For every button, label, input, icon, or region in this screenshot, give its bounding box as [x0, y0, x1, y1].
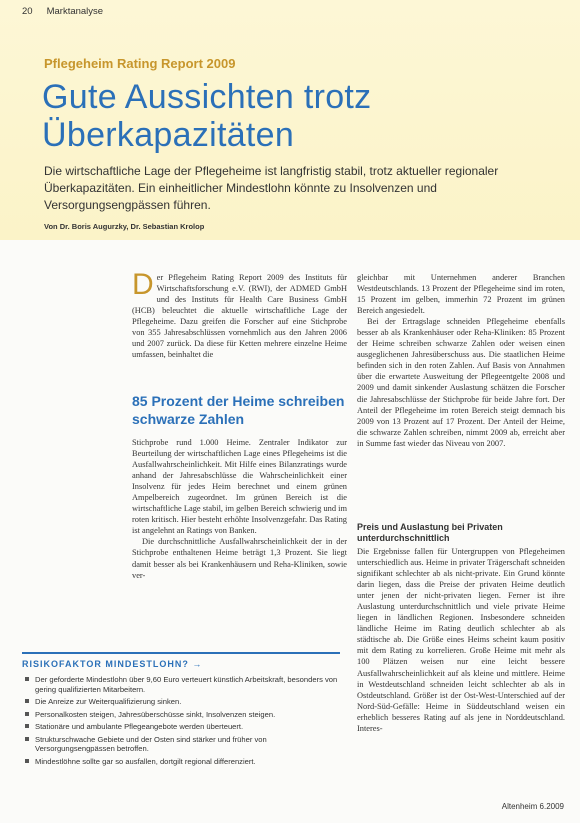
- column-a-intro: [132, 272, 347, 382]
- byline: Von Dr. Boris Augurzky, Dr. Sebastian Krolop: [44, 222, 205, 231]
- bullet-icon: [25, 712, 29, 716]
- bullet-icon: [25, 759, 29, 763]
- list-item: [22, 710, 340, 720]
- subheading-secondary: Preis und Auslastung bei Privaten unterdurchschnittlich: [357, 522, 503, 543]
- list-item-text: Strukturschwache Gebiete und der Osten sind stärker und früher von Versorgungsengpässen betroffen.: [35, 734, 267, 754]
- header-band: [0, 0, 580, 240]
- info-box-heading: RISIKOFAKTOR MINDESTLOHN? →: [22, 652, 340, 669]
- info-box: [22, 652, 340, 790]
- bullet-icon: [25, 724, 29, 728]
- list-item-text: Der geforderte Mindestlohn über 9,60 Euro verteuert künstlich Arbeitskraft, besonders von gering qualifizierten Mitarbeitern.: [35, 675, 338, 694]
- subheading-main: 85 Prozent der Heime schreiben schwarze Zahlen: [132, 393, 345, 427]
- list-item: [22, 735, 340, 755]
- column-a-body: [132, 437, 347, 645]
- kicker: Pflegeheim Rating Report 2009: [44, 56, 236, 71]
- bullet-icon: [25, 677, 29, 681]
- paragraph: Bei der Ertragslage schneiden Pflegeheime ebenfalls besser ab als Krankenhäuser oder Reha-Kliniken: 85 Prozent der Heime schreiben schwarze Zahlen oder weisen einen ausgeglichenen Jahresüberschuss aus. Die staatlichen Heime befinden sich in den roten Zahlen. Auf Basis von Annahmen über die erwartete Ausweitung der Pflegeentgelte 2008 und 2009 und damit sinkender Auslastung schätzen die Forscher die Jahresabschlüsse der Stichprobe für beide Jahre fort. Der Anteil der Pflegeheime im roten Bereich steigt demnach bis 2009 von 13 Prozent auf 17 Prozent. Der Anteil der Heime, die schwarze Zahlen schreiben, nimmt 2009 ab, erreicht aber in Summe fast wieder das Niveau von 2007.: [357, 317, 565, 448]
- list-item: [22, 722, 340, 732]
- intro-text: er Pflegeheim Rating Report 2009 des Instituts für Wirtschaftsforschung e.V. (RWI), der ADMED GmbH und des Instituts für Health Care Business GmbH (HCB) beleuchtet die aktuelle wirtschaftliche Lage der Pflegeheime. Dazu greifen die Forscher auf eine Stichprobe von 355 Jahresabschlüssen vornehmlich aus den Jahren 2006 und 2007 zurück. Da diese für Ketten mehrere einzelne Heime umfassen, beinhaltet die: [132, 273, 347, 360]
- bullet-icon: [25, 699, 29, 703]
- list-item: [22, 757, 340, 767]
- list-item-text: Mindestlöhne sollte gar so ausfallen, dortgilt regional differenziert.: [35, 756, 256, 766]
- article-lead: Die wirtschaftliche Lage der Pflegeheime ist langfristig stabil, trotz aktueller regionaler Überkapazitäten. Ein einheitlicher Mindestlohn könnte zu Insolvenzen und Versorgungsengpässen führen.: [44, 164, 499, 212]
- footer-issue: Altenheim 6.2009: [501, 802, 564, 811]
- column-b-bottom: [357, 546, 565, 784]
- paragraph: gleichbar mit Unternehmen anderer Branchen Westdeutschlands. 13 Prozent der Pflegeheime sind im roten, 15 Prozent im gelben, immerhin 72 Prozent im grünen Bereich angesiedelt.: [357, 273, 565, 316]
- bullet-icon: [25, 737, 29, 741]
- article-title: Gute Aussichten trotz Überkapazitäten: [42, 78, 372, 154]
- list-item-text: Die Anreize zur Weiterqualifizierung sinken.: [35, 697, 182, 707]
- folio: [22, 6, 103, 17]
- list-item: [22, 697, 340, 707]
- paragraph: Stichprobe rund 1.000 Heime. Zentraler Indikator zur Beurteilung der wirtschaftlichen Lage eines Pflegeheims ist die Ausfallwahrscheinlichkeit. Mit Hilfe eines Bilanzratings wurde anhand der Jahresabschlüsse die Wahrscheinlichkeit einer Insolvenz für jedes Heim berechnet und einem grünen Ampelbereich zugeordnet. Im grünen Bereich ist die wirtschaftliche Lage stabil, im gelben Bereich schwierig und im roten kritisch. Hier besteht erhöhte Insolvenzgefahr. Das Rating ist angelehnt an Ratings von Banken.: [132, 438, 347, 536]
- info-box-list: [22, 675, 340, 767]
- list-item: [22, 675, 340, 695]
- drop-cap: D: [132, 272, 154, 301]
- column-b-top: [357, 272, 565, 517]
- page-number: 20: [22, 6, 33, 17]
- section-label: Marktanalyse: [46, 6, 104, 17]
- paragraph: Die durchschnittliche Ausfallwahrscheinlichkeit der in der Stichprobe enthaltenen Heime beträgt 1,3 Prozent. Sie liegt damit besser als bei Krankenhäusern und Reha-Kliniken, sowie ver-: [132, 537, 347, 580]
- list-item-text: Personalkosten steigen, Jahresüberschüsse sinkt, Insolvenzen steigen.: [35, 709, 276, 719]
- list-item-text: Stationäre und ambulante Pflegeangebote werden überteuert.: [35, 722, 244, 732]
- paragraph: Die Ergebnisse fallen für Untergruppen von Pflegeheimen unterschiedlich aus. Heime in privater Trägerschaft schneiden signifikant schlechter ab als nicht-private. Ein Grund könnte darin liegen, dass die Preise der privaten Heime deutlich unter jenen der nicht-privaten liegen. Ferner ist ihre Auslastung unterdurchschnittlich und viele private Heime liegen in ländlichen Regionen. Insbesondere schneiden ländliche Heime im Rating deutlich schlechter ab als städtische ab. Die Größe eines Heims scheint kaum positiv mit dem Rating zu korrelieren. Große Heime mit mehr als 100 Plätzen weisen nur eine leicht bessere Ausfallwahrscheinlichkeit auf als kleine und mittlere. Heime in Westdeutschland schneiden leicht schlechter ab als in Ostdeutschland. Größer ist der Ost-West-Unterschied auf der Nord-Süd-Gefälle: Heime in Süddeutschland weisen ein erheblich besseres Rating auf als jene in Norddeutschland. Interes-: [357, 547, 565, 733]
